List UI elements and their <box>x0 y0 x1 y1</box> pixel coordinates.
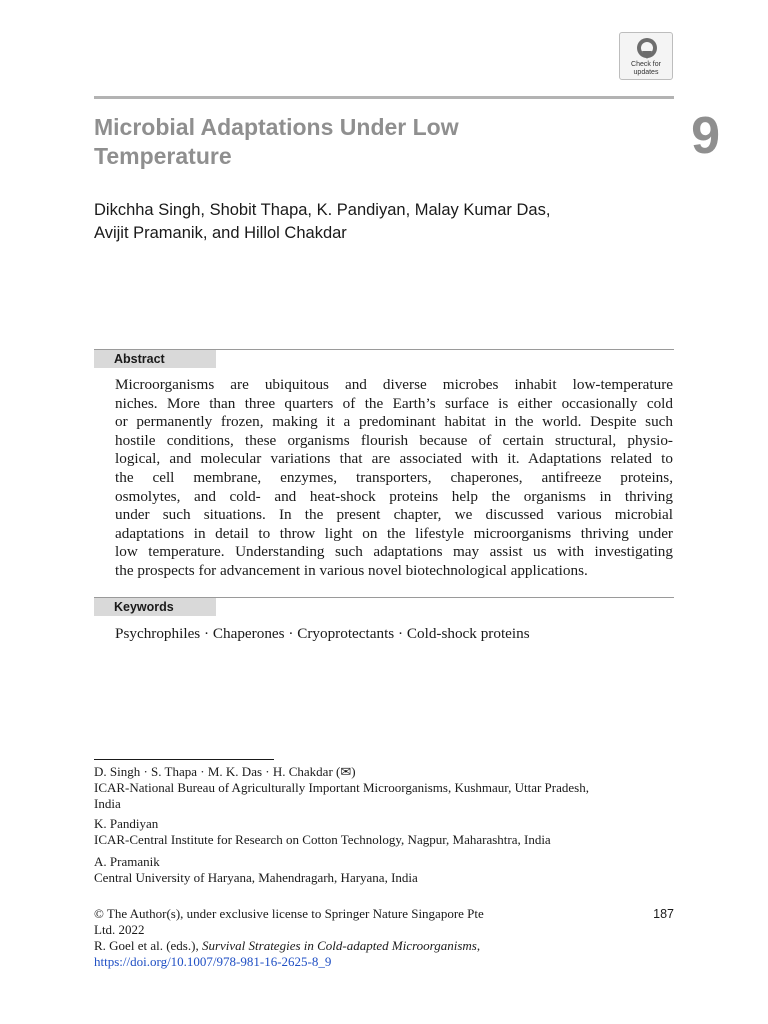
abstract-line: Microorganisms are ubiquitous and diverse microbes inhabit low-temperature <box>115 376 673 393</box>
check-for-updates-badge[interactable] <box>619 32 673 80</box>
affiliation-names: K. Pandiyan <box>94 816 159 831</box>
affiliation-block <box>94 854 674 886</box>
top-divider <box>94 96 674 99</box>
footnote-divider <box>94 759 274 760</box>
citation-book-title: Survival Strategies in Cold-adapted Microorganisms <box>201 938 477 953</box>
doi-link[interactable]: https://doi.org/10.1007/978-981-16-2625-8_9 <box>94 954 332 969</box>
abstract-line: low temperature. Understanding such adaptations may assist us with investigating <box>115 543 673 561</box>
copyright-notice <box>94 906 564 938</box>
chapter-title <box>94 113 574 171</box>
keywords-heading: Keywords <box>94 598 216 616</box>
author-line1: Dikchha Singh, Shobit Thapa, K. Pandiyan, Malay Kumar Das, <box>94 201 551 219</box>
keywords-list: Psychrophiles · Chaperones · Cryoprotectants · Cold-shock proteins <box>115 625 530 642</box>
chapter-title-line2: Temperature <box>94 143 232 169</box>
affiliation-block <box>94 764 674 812</box>
crossmark-icon <box>635 37 659 61</box>
abstract-line: the prospects for advancement in various novel biotechnological applications. <box>115 561 588 579</box>
citation-suffix: , <box>476 938 481 953</box>
affiliation-block <box>94 816 674 848</box>
abstract-line: niches. More than three quarters of the Earth’s surface is either occasionally cold <box>115 394 673 412</box>
affiliation-names: A. Pramanik <box>94 854 160 869</box>
affiliation-institution-cont: India <box>94 796 121 811</box>
affiliation-names: D. Singh · S. Thapa · M. K. Das · H. Chakdar (✉) <box>94 764 356 779</box>
abstract-line: hostile conditions, these organisms flourish because of certain structural, physio- <box>115 431 673 449</box>
chapter-number: 9 <box>691 107 720 165</box>
copyright-line1: © The Author(s), under exclusive license to Springer Nature Singapore Pte <box>94 906 484 921</box>
abstract-line: the cell membrane, enzymes, transporters, chaperones, antifreeze proteins, <box>115 468 673 486</box>
badge-label <box>620 61 672 77</box>
badge-label-line2: updates <box>633 69 659 76</box>
abstract-line: logical, and molecular variations that are associated with it. Adaptations related to <box>115 450 673 468</box>
copyright-line2: Ltd. 2022 <box>94 922 145 937</box>
author-line2: Avijit Pramanik, and Hillol Chakdar <box>94 224 347 242</box>
page-number: 187 <box>653 907 674 921</box>
abstract-line: or permanently frozen, making it a predominant habitat in the world. Despite such <box>115 413 673 431</box>
abstract-line: adaptations in detail to throw light on the lifestyle microorganisms thriving under <box>115 524 673 542</box>
abstract-text <box>115 376 673 581</box>
chapter-title-line1: Microbial Adaptations Under Low <box>94 114 459 140</box>
badge-label-line1: Check for <box>631 61 661 68</box>
abstract-line: under such situations. In the present chapter, we discussed various microbial <box>115 506 673 524</box>
author-list <box>94 199 674 245</box>
affiliation-institution: ICAR-National Bureau of Agriculturally Important Microorganisms, Kushmaur, Uttar Pradesh, <box>94 780 589 795</box>
abstract-heading: Abstract <box>94 350 216 368</box>
abstract-line: osmolytes, and cold- and heat-shock proteins help the organisms in thriving <box>115 487 673 505</box>
affiliation-institution: Central University of Haryana, Mahendragarh, Haryana, India <box>94 870 418 885</box>
citation-editors: R. Goel et al. (eds.), <box>94 938 202 953</box>
affiliation-institution: ICAR-Central Institute for Research on Cotton Technology, Nagpur, Maharashtra, India <box>94 832 551 847</box>
book-citation <box>94 938 674 954</box>
